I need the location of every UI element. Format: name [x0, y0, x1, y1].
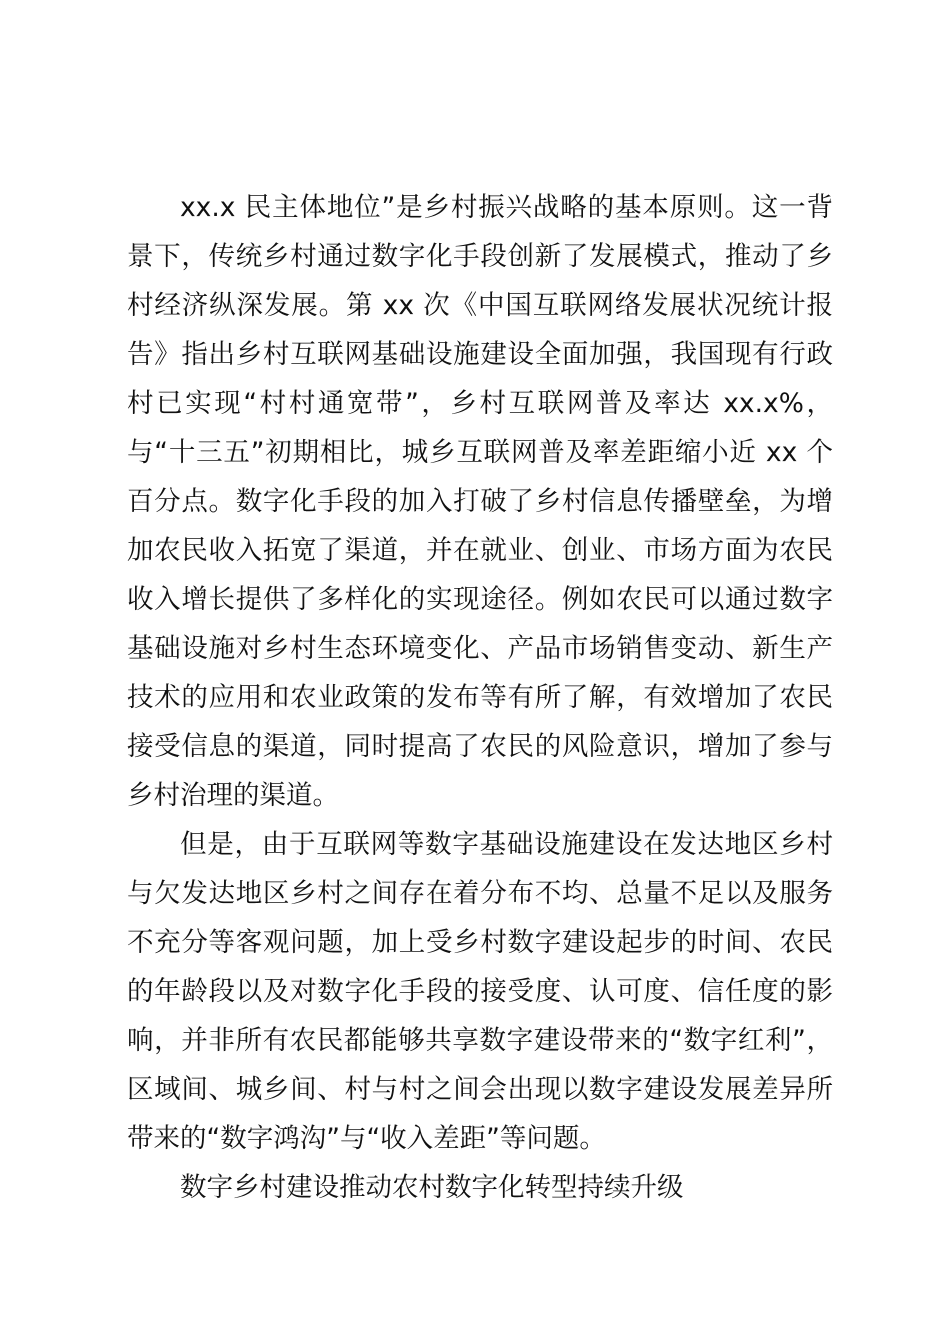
paragraph-digital-divide: 但是，由于互联网等数字基础设施建设在发达地区乡村与欠发达地区乡村之间存在着分布不均、总量不足以及服务不充分等客观问题，加上受乡村数字建设起步的时间、农民的年龄段以及对数字化手段的接受度、认可度、信任度的影响，并非所有农民都能够共享数字建设带来的“数字红利”，区域间、城乡间、村与村之间会出现以数字建设发展差异所带来的“数字鸿沟”与“收入差距”等问题。: [127, 829, 833, 1154]
section-heading: 数字乡村建设推动农村数字化转型持续升级: [180, 1172, 684, 1203]
paragraph-digital-rural-development: xx.x 民主体地位”是乡村振兴战略的基本原则。这一背景下，传统乡村通过数字化手段创新了发展模式，推动了乡村经济纵深发展。第 xx 次《中国互联网络发展状况统计报告》指出乡村互联网基础设施建设全面加强，我国现有行政村已实现“村村通宽带”，乡村互联网普及率达 xx.x%，与“十三五”初期相比，城乡互联网普及率差距缩小近 xx 个百分点。数字化手段的加入打破了乡村信息传播壁垒，为增加农民收入拓宽了渠道，并在就业、创业、市场方面为农民收入增长提供了多样化的实现途径。例如农民可以通过数字基础设施对乡村生态环境变化、产品市场销售变动、新生产技术的应用和农业政策的发布等有所了解，有效增加了农民接受信息的渠道，同时提高了农民的风险意识，增加了参与乡村治理的渠道。: [127, 192, 833, 811]
document-body: [127, 183, 833, 1212]
